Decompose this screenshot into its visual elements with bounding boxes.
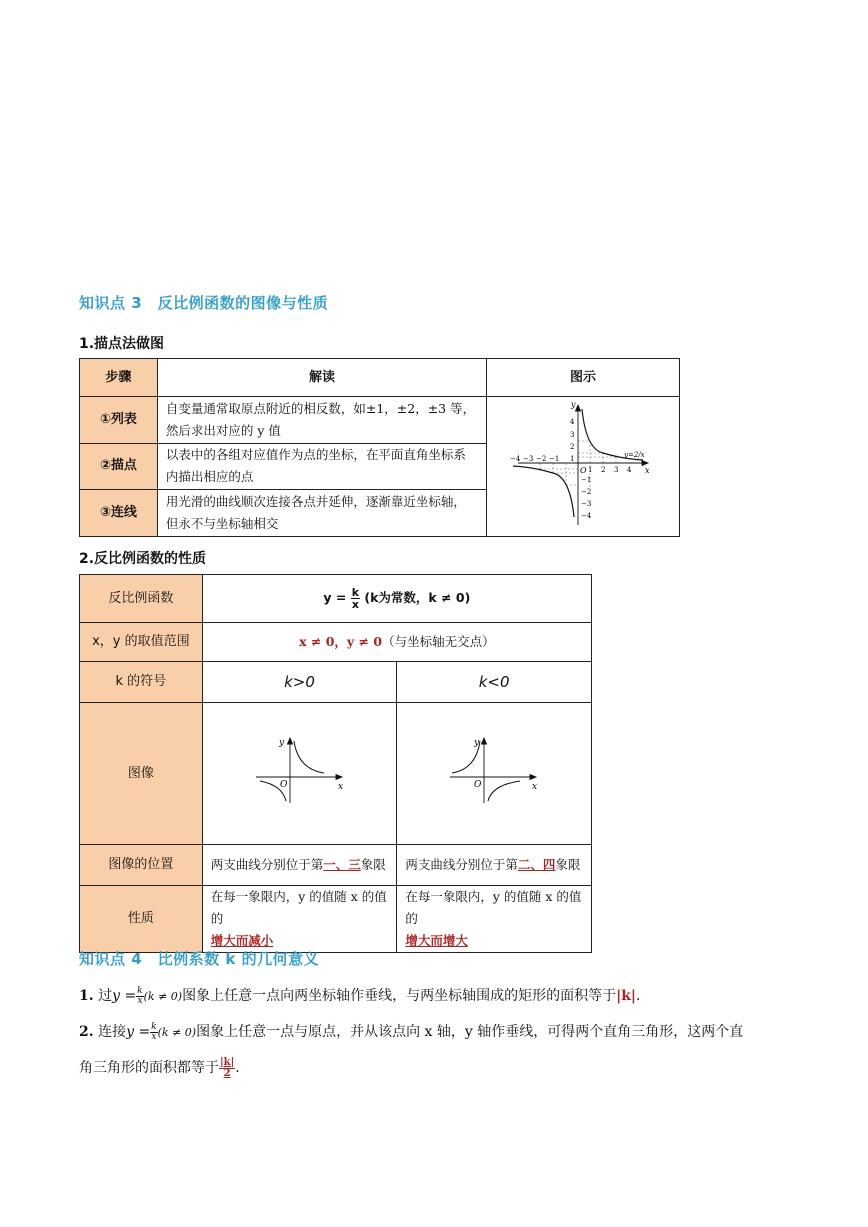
plot-figure-cell: [487, 397, 680, 537]
position-positive-pre: 两支曲线分别位于第: [210, 857, 324, 872]
property-positive-text: 在每一象限内，y 的值随 x 的值的: [210, 889, 387, 926]
section-3-title: 知识点 3 反比例函数的图像与性质: [79, 294, 329, 312]
paragraph-2-pre: 连接: [98, 1024, 127, 1040]
property-positive: [202, 886, 397, 953]
y-tick: 3: [570, 431, 575, 439]
paragraph-1-answer: |k|: [616, 988, 636, 1004]
paragraph-1-pre: 过: [98, 988, 113, 1004]
graph-y-label: y: [474, 738, 480, 748]
row-sign-label: k 的符号: [80, 662, 203, 703]
plot-curve-label: y=2/x: [624, 451, 645, 459]
x-tick: 1: [588, 466, 593, 474]
section-4-title: 知识点 4 比例系数 k 的几何意义: [79, 950, 320, 968]
position-positive: [202, 845, 397, 886]
paragraph-2-post: 图象上任意一点与原点，并从该点向 x 轴，y 轴作垂线，可得两个直角三角形，这两个直: [196, 1024, 744, 1040]
position-negative-quadrants: 二、四: [517, 857, 556, 872]
paragraph-2-formula: [126, 1021, 197, 1042]
answer-num: |k|: [220, 1056, 235, 1068]
graph-y-label: y: [278, 738, 284, 748]
y-tick: −1: [581, 476, 592, 484]
graph-positive: [252, 735, 348, 805]
property-negative-answer: 增大而增大: [405, 933, 468, 948]
row-property-label: 性质: [80, 886, 203, 953]
position-negative: [397, 845, 592, 886]
formula-fraction: $\frac{k}{x}$: [351, 586, 360, 611]
property-negative-text: 在每一象限内，y 的值随 x 的值的: [405, 889, 582, 926]
row-graph-label: 图像: [80, 703, 203, 845]
x-tick: −4: [510, 455, 521, 463]
paragraph-2-line-2: [79, 1057, 240, 1079]
header-step: 步骤: [80, 359, 158, 397]
sign-positive: k>0: [202, 662, 397, 703]
property-negative: [397, 886, 592, 953]
paragraph-1-end: .: [636, 988, 641, 1004]
subsection-1-title: 1.描点法做图: [79, 336, 165, 352]
x-tick: −1: [549, 455, 560, 463]
graph-x-label: x: [337, 782, 343, 792]
paragraph-1-number: 1.: [79, 988, 94, 1004]
step-1-text: 自变量通常取原点附近的相反数，如±1，±2，±3 等，然后求出对应的 y 值: [157, 397, 486, 444]
paragraph-2: [79, 1021, 809, 1042]
formula-num: k: [151, 1021, 157, 1032]
plotting-steps-table: [79, 358, 680, 537]
row-domain-label: x，y 的取值范围: [80, 623, 203, 662]
property-positive-answer: 增大而减小: [210, 933, 274, 948]
paragraph-1: [79, 985, 640, 1006]
paragraph-2-line2-text: 角三角形的面积都等于: [79, 1060, 219, 1076]
x-tick: 3: [614, 466, 619, 474]
position-negative-pre: 两支曲线分别位于第: [405, 857, 518, 872]
step-2-text: 以表中的各组对应值作为点的坐标，在平面直角坐标系内描出相应的点: [157, 443, 486, 490]
hyperbola-plot: [508, 397, 658, 529]
formula-y: y =: [126, 1024, 151, 1040]
step-3-label: ③连线: [80, 490, 158, 537]
paragraph-1-post: 图象上任意一点向两坐标轴作垂线，与两坐标轴围成的矩形的面积等于: [182, 988, 617, 1004]
graph-origin-label: O: [474, 780, 482, 790]
row-domain-value: [202, 623, 591, 662]
plot-origin-label: O: [580, 466, 587, 475]
y-tick: −4: [581, 512, 592, 520]
y-tick: −3: [581, 500, 592, 508]
position-positive-post: 象限: [360, 857, 386, 872]
y-tick: −2: [581, 488, 592, 496]
graph-positive-cell: [202, 703, 397, 845]
formula-cond: (k ≠ 0): [157, 1026, 197, 1039]
x-tick: −2: [536, 455, 547, 463]
paragraph-2-number: 2.: [79, 1024, 94, 1040]
paragraph-2-answer: [219, 1058, 235, 1079]
plot-curve-q3: [513, 466, 574, 517]
row-function-label: 反比例函数: [80, 575, 203, 623]
formula-den: x: [151, 1031, 157, 1042]
y-tick: 2: [570, 443, 575, 451]
domain-note: （与坐标轴无交点）: [382, 634, 495, 649]
formula-num: k: [137, 985, 143, 996]
header-figure: 图示: [487, 359, 680, 397]
position-positive-quadrants: 一、三: [323, 857, 361, 872]
plot-y-label: y: [571, 400, 576, 409]
paragraph-1-formula: [112, 985, 183, 1006]
x-tick: 2: [601, 466, 606, 474]
header-explain: 解读: [157, 359, 486, 397]
x-tick: −3: [523, 455, 534, 463]
graph-origin-label: O: [279, 780, 287, 790]
paragraph-2-end: .: [235, 1060, 240, 1076]
domain-condition: x ≠ 0，y ≠ 0: [299, 634, 383, 649]
graph-negative: [446, 735, 542, 805]
formula-cond: (k ≠ 0): [143, 990, 183, 1003]
x-tick: 4: [627, 466, 632, 474]
y-tick: 4: [570, 418, 575, 426]
formula-den: x: [137, 995, 143, 1006]
row-function-formula: y = $\frac{k}{x}$ (k为常数，k ≠ 0): [202, 575, 591, 623]
graph-x-label: x: [532, 782, 538, 792]
subsection-2-title: 2.反比例函数的性质: [79, 551, 207, 567]
formula-frac: [136, 987, 143, 1006]
position-negative-post: 象限: [555, 857, 581, 872]
sign-negative: k<0: [397, 662, 592, 703]
formula-frac: [150, 1023, 157, 1042]
step-2-label: ②描点: [80, 443, 158, 490]
step-3-text: 用光滑的曲线顺次连接各点并延伸，逐渐靠近坐标轴，但永不与坐标轴相交: [157, 490, 486, 537]
y-tick: 1: [570, 455, 575, 463]
graph-negative-cell: [397, 703, 592, 845]
formula-y: y =: [112, 988, 137, 1004]
row-position-label: 图像的位置: [80, 845, 203, 886]
step-1-label: ①列表: [80, 397, 158, 444]
answer-den: 2: [223, 1067, 231, 1079]
properties-table: [79, 574, 592, 953]
plot-x-label: x: [645, 466, 650, 475]
